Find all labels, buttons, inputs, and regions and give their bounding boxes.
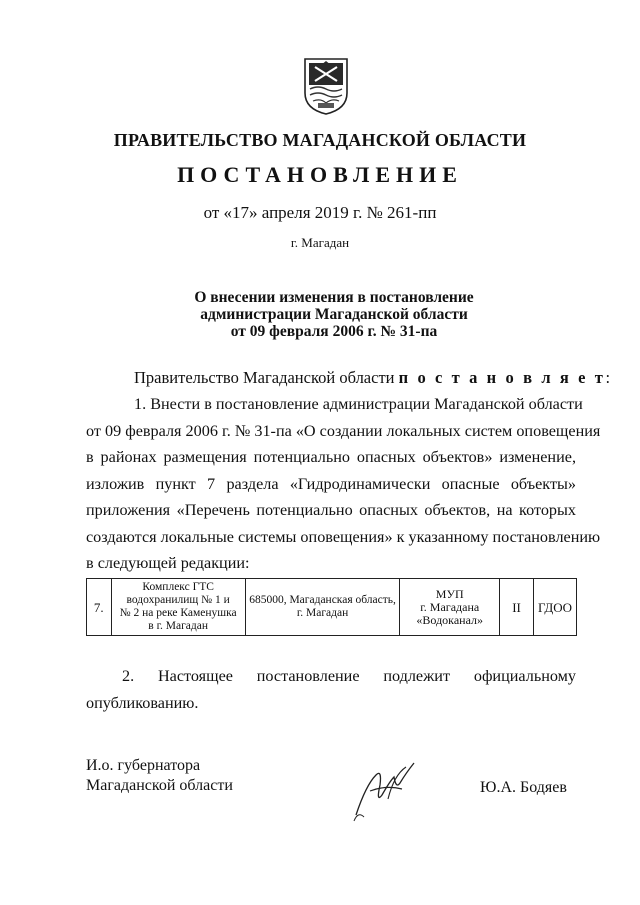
subject-line: от 09 февраля 2006 г. № 31-па — [230, 323, 438, 340]
signer-position — [86, 756, 233, 796]
cell-line: № 2 на реке Каменушка — [119, 607, 237, 619]
document-date-number: от «17» апреля 2019 г. № 261-пп — [203, 203, 437, 222]
cell-number: 7. — [87, 579, 112, 636]
document-subject — [0, 289, 640, 340]
paragraph-line: в районах размещения потенциально опасных объектов» изменение, — [86, 448, 576, 466]
cell-category: ГДОО — [534, 579, 577, 636]
document-type: ПОСТАНОВЛЕНИЕ — [177, 162, 463, 187]
subject-line: О внесении изменения в постановление — [194, 289, 474, 306]
signer-position-line: И.о. губернатора — [86, 757, 201, 774]
cell-line: в г. Магадан — [148, 620, 209, 632]
paragraph-line: в следующей редакции: — [86, 554, 250, 572]
coat-of-arms-emblem — [301, 57, 351, 115]
paragraph-line: опубликованию. — [86, 693, 199, 712]
signer-name: Ю.А. Бодяев — [480, 779, 567, 796]
cell-object — [111, 579, 245, 636]
cell-line: МУП — [435, 586, 464, 601]
signer-position-line: Магаданской области — [86, 777, 233, 794]
paragraph-line: создаются локальные системы оповещения» к указанному постановлению — [86, 527, 601, 546]
table-row — [87, 579, 577, 636]
paragraph-1 — [86, 391, 601, 577]
paragraph-line: приложения «Перечень потенциально опасных объектов, на которых — [86, 501, 576, 519]
objects-table — [86, 578, 577, 636]
document-city: г. Магадан — [290, 235, 350, 250]
paragraph-line: 1. Внести в постановление администрации Магаданской области — [134, 395, 583, 413]
government-title: ПРАВИТЕЛЬСТВО МАГАДАНСКОЙ ОБЛАСТИ — [113, 130, 527, 150]
paragraph-2 — [86, 663, 576, 716]
paragraph-line: от 09 февраля 2006 г. № 31-па «О создании локальных систем оповещения — [86, 421, 601, 440]
preamble-subject: Правительство Магаданской области — [134, 368, 395, 387]
subject-line: администрации Магаданской области — [200, 306, 468, 323]
cell-line: г. Магадан — [296, 607, 349, 619]
cell-line: 685000, Магаданская область, — [249, 594, 396, 606]
cell-class: II — [500, 579, 534, 636]
paragraph-line: изложив пункт 7 раздела «Гидродинамически опасные объекты» — [86, 474, 576, 493]
preamble-colon: : — [605, 368, 611, 387]
preamble — [134, 368, 610, 388]
cell-line: Комплекс ГТС — [142, 581, 214, 593]
handwritten-signature — [336, 755, 436, 825]
cell-line: г. Магадана — [420, 599, 480, 614]
cell-owner — [400, 579, 500, 636]
preamble-verb: п о с т а н о в л я е т — [398, 368, 606, 387]
cell-address — [245, 579, 400, 636]
cell-line: водохранилищ № 1 и — [126, 594, 230, 606]
cell-line: «Водоканал» — [416, 612, 483, 627]
paragraph-line: 2. Настоящее постановление подлежит официальному — [122, 667, 576, 685]
